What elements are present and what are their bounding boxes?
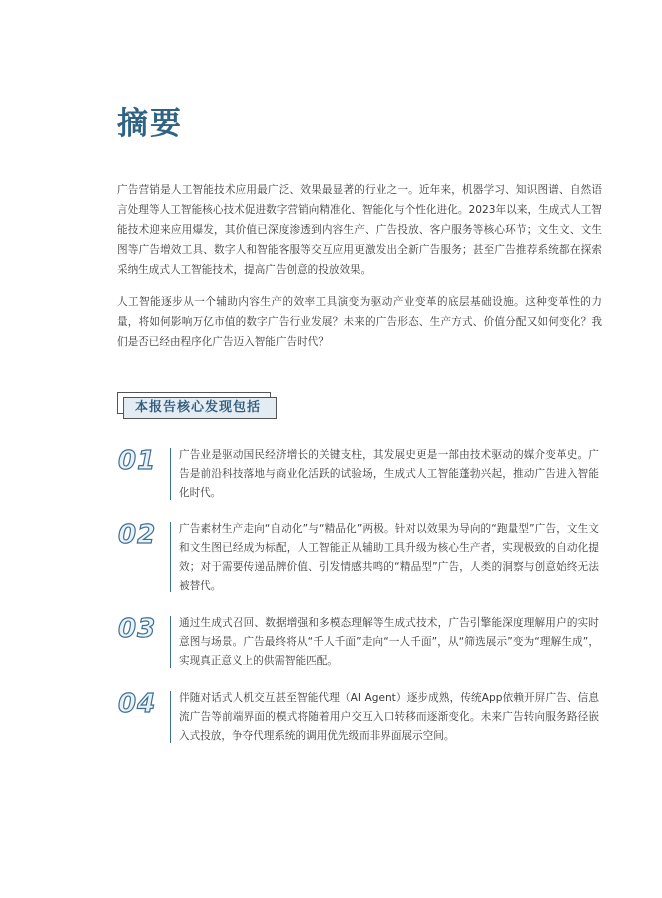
finding-number: 04 [118, 689, 157, 719]
finding-number: 01 [118, 446, 157, 476]
findings-heading-box [117, 392, 283, 419]
finding-text: 广告素材生产走向“自动化”与“精品化”两极。针对以效果为导向的“跑量型”广告，文生文和文生图已经成为标配，人工智能正从辅助工具升级为核心生产者，实现极致的自动化提效；对于需要传递品牌价值、引发情感共鸣的“精品型”广告，人类的洞察与创意始终无法被替代。 [179, 523, 599, 592]
finding-item-04 [117, 689, 602, 749]
finding-divider [170, 448, 171, 500]
page-title: 摘要 [117, 106, 183, 142]
finding-item-02 [117, 520, 602, 592]
finding-divider [170, 691, 171, 743]
finding-divider [170, 522, 171, 592]
intro-paragraph-1: 广告营销是人工智能技术应用最广泛、效果最显著的行业之一。近年来，机器学习、知识图谱、自然语言处理等人工智能核心技术促进数字营销向精准化、智能化与个性化进化。2023年以来，生成式人工智能技术迎来应用爆发，其价值已深度渗透到内容生产、广告投放、客户服务等核心环节；文生文、文生图等广告增效工具、数字人和智能客服等交互应用更激发出全新广告服务；甚至广告推荐系统都在探索采纳生成式人工智能技术，提高广告创意的投放效果。 [117, 184, 602, 276]
finding-text: 通过生成式召回、数据增强和多模态理解等生成式技术，广告引擎能深度理解用户的实时意图与场景。广告最终将从“千人千面”走向“一人千面”，从“筛选展示”变为“理解生成”，实现真正意义上的供需智能匹配。 [179, 617, 599, 667]
finding-text: 广告业是驱动国民经济增长的关键支柱，其发展史更是一部由技术驱动的媒介变革史。广告是前沿科技落地与商业化活跃的试验场，生成式人工智能蓬勃兴起，推动广告进入智能化时代。 [179, 449, 599, 499]
finding-divider [170, 616, 171, 668]
finding-number: 03 [118, 614, 157, 644]
finding-item-03 [117, 614, 602, 674]
intro-paragraph-2: 人工智能逐步从一个辅助内容生产的效率工具演变为驱动产业变革的底层基础设施。这种变革性的力量，将如何影响万亿市值的数字广告行业发展？未来的广告形态、生产方式、价值分配又如何变化？我们是否已经由程序化广告迈入智能广告时代？ [117, 296, 602, 348]
finding-item-01 [117, 446, 602, 506]
findings-heading: 本报告核心发现包括 [123, 397, 277, 419]
finding-number: 02 [118, 520, 157, 550]
finding-text: 伴随对话式人机交互甚至智能代理（AI Agent）逐步成熟，传统App依赖开屏广告、信息流广告等前端界面的模式将随着用户交互入口转移而逐渐变化。未来广告转向服务路径嵌入式投放，争夺代理系统的调用优先级而非界面展示空间。 [179, 692, 599, 742]
